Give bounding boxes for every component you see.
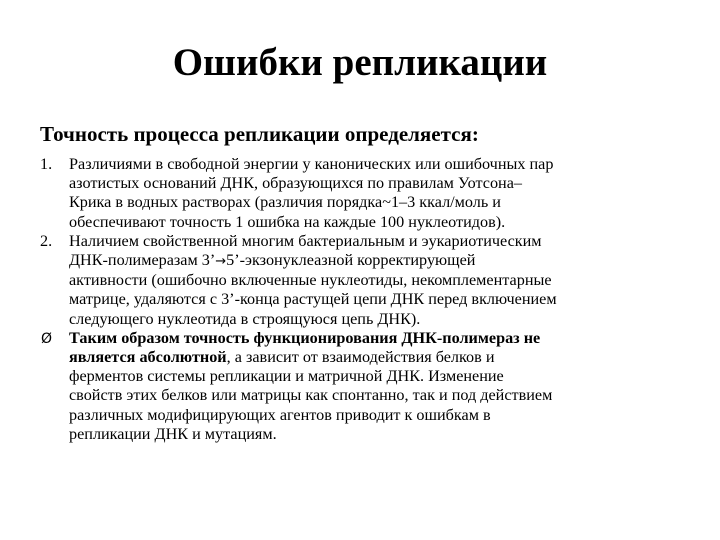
replication-points-list xyxy=(40,155,680,444)
item-number-2: 2. xyxy=(40,231,53,250)
list-item-text-line: обеспечивают точность 1 ошибка на каждые 100 нуклеотидов). xyxy=(69,212,506,231)
list-item-text-line: Крика в водных растворах (различия порядка~1–3 ккал/моль и xyxy=(69,193,501,212)
list-item-energy-differences xyxy=(40,155,680,232)
list-item-text-line xyxy=(69,251,680,271)
list-item-conclusion xyxy=(40,329,680,444)
list-item-text-line: Наличием свойственной многим бактериальным и эукариотическим xyxy=(69,231,542,250)
right-arrow-icon: → xyxy=(215,254,227,270)
text-fragment: , а зависит от взаимодействия белков и xyxy=(226,348,495,367)
text-fragment: ДНК-полимеразам 3’ xyxy=(69,251,216,270)
list-item-text-line: свойств этих белков или матрицы как спонтанно, так и под действием xyxy=(69,386,553,405)
list-item-text-line: Различиями в свободной энергии у канонических или ошибочных пар xyxy=(69,155,554,173)
list-item-text-line: азотистых оснований ДНК, образующихся по правилам Уотсона– xyxy=(69,174,522,193)
list-item-text-line: матрице, удаляются с 3’-конца растущей цепи ДНК перед включением xyxy=(69,290,557,309)
item-number-1: 1. xyxy=(40,155,53,173)
list-item-text-line: ферментов системы репликации и матричной ДНК. Изменение xyxy=(69,367,504,386)
text-fragment-bold: является абсолютной xyxy=(69,348,227,367)
arrow-bullet-icon: Ø xyxy=(41,330,53,347)
list-item-polymerase-exonuclease xyxy=(40,232,680,329)
slide-title: Ошибки репликации xyxy=(172,41,548,84)
list-item-text-line: следующего нуклеотида в строящуюся цепь ДНК). xyxy=(69,309,421,328)
list-item-text-line: различных модифицирующих агентов приводит к ошибкам в xyxy=(69,405,491,424)
list-item-text-line: репликации ДНК и мутациям. xyxy=(69,424,277,443)
text-fragment: 5’-экзонуклеазной корректирующей xyxy=(226,251,476,270)
list-item-text-line: Таким образом точность функционирования ДНК-полимераз не xyxy=(69,328,541,347)
list-item-text-line: активности (ошибочно включенные нуклеотиды, некомплементарные xyxy=(69,271,552,290)
list-item-text-line xyxy=(69,348,680,367)
slide-subtitle: Точность процесса репликации определяется: xyxy=(40,122,479,146)
